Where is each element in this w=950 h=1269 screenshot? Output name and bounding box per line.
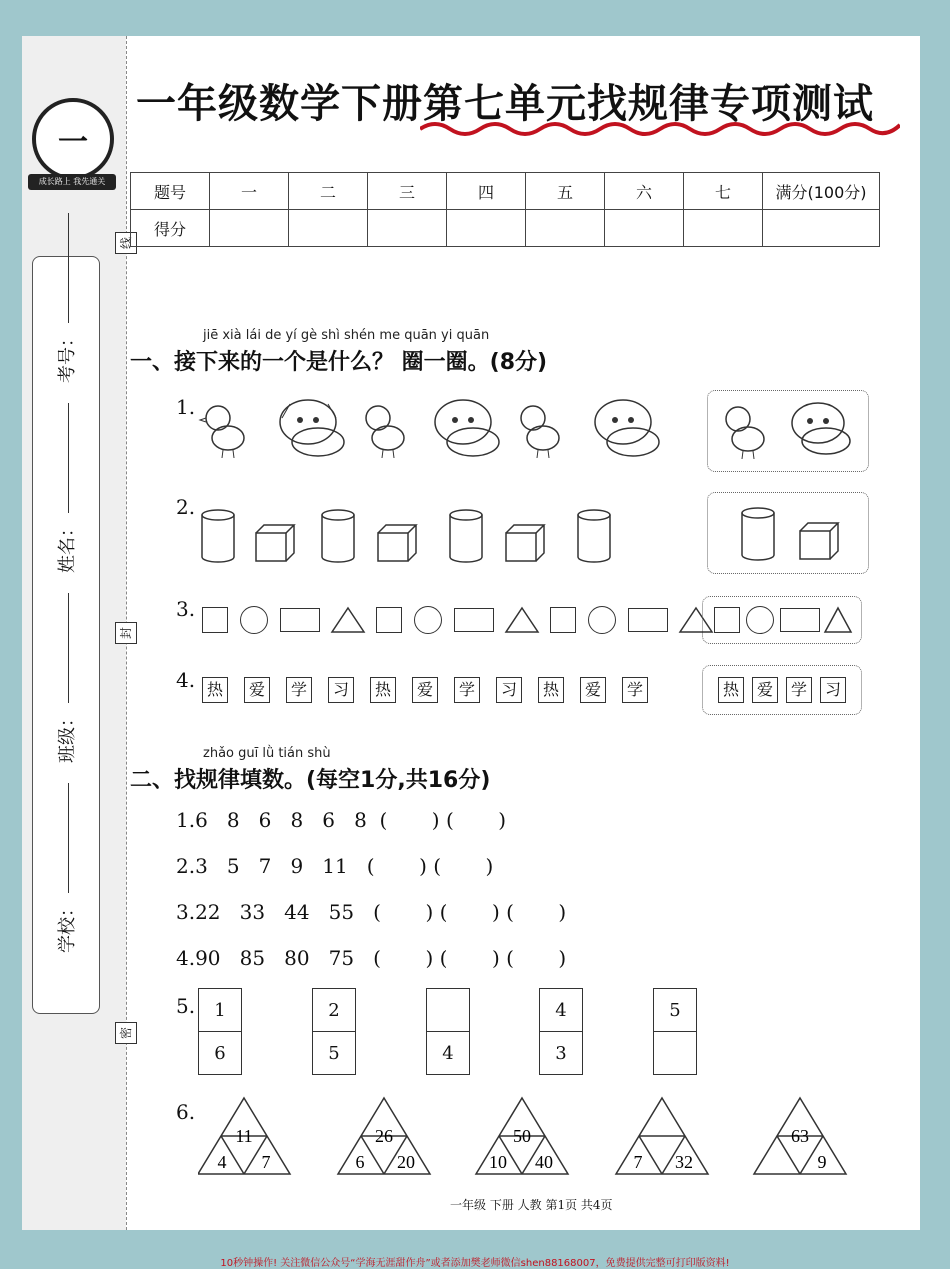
q4-sequence xyxy=(194,677,656,703)
q5-number: 5. xyxy=(176,994,196,1018)
q3-options-box[interactable] xyxy=(702,596,862,644)
char-box: 学 xyxy=(454,677,480,703)
q1-sequence xyxy=(198,390,668,470)
badge-label: 一 xyxy=(58,125,88,160)
seq-question-4[interactable]: 4.90 85 80 75 ( ) ( ) ( ) xyxy=(176,946,567,970)
char-box: 爱 xyxy=(244,677,270,703)
page-title: 一年级数学下册第七单元找规律专项测试 xyxy=(136,81,874,127)
pair-top: 1 xyxy=(214,999,226,1021)
char-option[interactable]: 习 xyxy=(820,677,846,703)
q1-number: 1. xyxy=(176,395,196,419)
char-box: 爱 xyxy=(580,677,606,703)
square-icon[interactable] xyxy=(714,607,740,633)
score-table xyxy=(130,172,880,247)
char-option[interactable]: 学 xyxy=(786,677,812,703)
triangle-left-number: 6 xyxy=(355,1152,365,1172)
pair-bottom: 4 xyxy=(427,1031,469,1074)
score-cell[interactable] xyxy=(368,210,447,247)
triangle-left-number: 10 xyxy=(489,1152,507,1172)
q4-options-box[interactable] xyxy=(702,665,862,715)
q6-number: 6. xyxy=(176,1100,196,1124)
section1-pinyin: jiē xià lái de yí gè shì shén me quān yi quān xyxy=(203,328,490,343)
cut-mark-line: 线 xyxy=(115,232,137,254)
title-underline xyxy=(420,115,900,139)
triangle-top-number: 50 xyxy=(513,1126,531,1146)
q2-options-box[interactable] xyxy=(707,492,869,574)
class-label: 班级： xyxy=(57,709,78,763)
triangle-right-number: 40 xyxy=(535,1152,553,1172)
page-footer: 一年级 下册 人教 第1页 共4页 xyxy=(450,1198,613,1212)
school-label: 学校： xyxy=(57,899,78,953)
seq-question-3[interactable]: 3.22 33 44 55 ( ) ( ) ( ) xyxy=(176,900,567,924)
cube-icon[interactable] xyxy=(800,523,838,559)
cube-icon xyxy=(256,525,294,561)
chick-icon xyxy=(521,406,559,458)
pair-bottom: 6 xyxy=(199,1031,241,1074)
triangle-left-number: 7 xyxy=(633,1152,643,1172)
circle-icon xyxy=(240,606,268,634)
circle-icon xyxy=(588,606,616,634)
school-field[interactable] xyxy=(53,887,79,953)
circle-icon[interactable] xyxy=(746,606,774,634)
rectangle-icon xyxy=(280,608,320,632)
square-icon xyxy=(202,607,228,633)
badge-ribbon: 成长路上 我先通关 xyxy=(28,174,116,190)
char-box: 学 xyxy=(286,677,312,703)
rectangle-icon[interactable] xyxy=(780,608,820,632)
exam-number-field[interactable] xyxy=(53,317,79,383)
rectangle-icon xyxy=(628,608,668,632)
triangle-top-number: 63 xyxy=(791,1126,809,1146)
pair-bottom xyxy=(654,1031,696,1074)
score-cell[interactable] xyxy=(447,210,526,247)
triangle-left-number: 4 xyxy=(217,1152,227,1172)
score-header-cell: 满分(100分) xyxy=(763,173,880,210)
q2-options xyxy=(708,493,868,573)
score-row-label: 得分 xyxy=(131,210,210,247)
pair-top: 2 xyxy=(328,999,340,1021)
q3-sequence xyxy=(196,606,718,634)
circle-icon xyxy=(414,606,442,634)
score-header-cell: 题号 xyxy=(131,173,210,210)
cylinder-icon xyxy=(202,510,234,562)
section1-title: 一、接下来的一个是什么？ 圈一圈。(8分) xyxy=(130,350,548,375)
q2-sequence xyxy=(198,505,618,571)
triangle-puzzle[interactable] xyxy=(616,1098,708,1174)
score-header-cell: 四 xyxy=(447,173,526,210)
student-info-box xyxy=(32,256,100,1014)
score-cell[interactable] xyxy=(684,210,763,247)
bottom-note: 10秒钟操作! 关注微信公众号“学海无涯甜作舟”或者添加樊老师微信shen88168007，免费提供完整可打印版资料! xyxy=(220,1258,730,1269)
score-header-cell: 七 xyxy=(684,173,763,210)
seq-question-2[interactable]: 2.3 5 7 9 11 ( ) ( ) xyxy=(176,854,494,878)
score-header-cell: 二 xyxy=(289,173,368,210)
number-pair[interactable] xyxy=(653,988,697,1075)
char-box: 习 xyxy=(496,677,522,703)
cube-icon xyxy=(378,525,416,561)
number-pair[interactable] xyxy=(312,988,356,1075)
cylinder-icon xyxy=(322,510,354,562)
char-option[interactable]: 爱 xyxy=(752,677,778,703)
dog-icon xyxy=(280,400,344,456)
triangle-right-number: 32 xyxy=(675,1152,693,1172)
pair-top: 4 xyxy=(555,999,567,1021)
score-header-cell: 三 xyxy=(368,173,447,210)
dog-icon xyxy=(435,400,499,456)
score-cell[interactable] xyxy=(210,210,289,247)
cylinder-icon xyxy=(578,510,610,562)
triangle-puzzles xyxy=(198,1094,858,1178)
badge xyxy=(32,98,114,180)
score-header-cell: 五 xyxy=(526,173,605,210)
pair-bottom: 3 xyxy=(540,1031,582,1074)
pair-top xyxy=(427,989,469,1031)
number-pair[interactable] xyxy=(426,988,470,1075)
char-box: 学 xyxy=(622,677,648,703)
pair-top: 5 xyxy=(669,999,681,1021)
score-cell[interactable] xyxy=(289,210,368,247)
char-box: 热 xyxy=(370,677,396,703)
cylinder-icon[interactable] xyxy=(742,508,774,560)
triangle-right-number: 9 xyxy=(817,1152,827,1172)
chick-icon xyxy=(200,406,244,458)
class-field[interactable] xyxy=(53,697,79,763)
score-header-cell: 一 xyxy=(210,173,289,210)
q3-number: 3. xyxy=(176,597,196,621)
q2-number: 2. xyxy=(176,495,196,519)
score-cell[interactable] xyxy=(526,210,605,247)
name-label: 姓名： xyxy=(57,519,78,573)
number-pair[interactable] xyxy=(198,988,242,1075)
section2-title: 二、找规律填数。(每空1分,共16分) xyxy=(130,768,491,793)
char-box: 爱 xyxy=(412,677,438,703)
score-cell[interactable] xyxy=(605,210,684,247)
number-pair[interactable] xyxy=(539,988,583,1075)
side-band xyxy=(22,36,126,1230)
char-box: 热 xyxy=(538,677,564,703)
dog-icon[interactable] xyxy=(792,403,850,454)
name-field[interactable] xyxy=(53,507,79,573)
triangle-top-number: 26 xyxy=(375,1126,393,1146)
score-cell[interactable] xyxy=(763,210,880,247)
cut-mark-seal: 封 xyxy=(115,622,137,644)
chick-icon xyxy=(366,406,404,458)
triangle-icon xyxy=(504,606,540,634)
dog-icon xyxy=(595,400,659,456)
chick-icon[interactable] xyxy=(726,407,764,459)
square-icon xyxy=(550,607,576,633)
pair-bottom: 5 xyxy=(313,1031,355,1074)
triangle-right-number: 7 xyxy=(261,1152,271,1172)
char-option[interactable]: 热 xyxy=(718,677,744,703)
section2-pinyin: zhǎo guī lǜ tián shù xyxy=(203,746,331,761)
square-icon xyxy=(376,607,402,633)
score-header-cell: 六 xyxy=(605,173,684,210)
q4-number: 4. xyxy=(176,668,196,692)
q1-options-box[interactable] xyxy=(707,390,869,472)
seq-question-1[interactable]: 1.6 8 6 8 6 8 ( ) ( ) xyxy=(176,808,507,832)
rectangle-icon xyxy=(454,608,494,632)
triangle-icon[interactable] xyxy=(823,606,853,634)
cylinder-icon xyxy=(450,510,482,562)
triangle-icon xyxy=(330,606,366,634)
exam-number-label: 考号： xyxy=(57,329,78,383)
cube-icon xyxy=(506,525,544,561)
triangle-top-number: 11 xyxy=(235,1126,253,1146)
triangle-right-number: 20 xyxy=(397,1152,415,1172)
cut-mark-secret: 密 xyxy=(115,1022,137,1044)
q1-options xyxy=(708,391,868,471)
char-box: 习 xyxy=(328,677,354,703)
char-box: 热 xyxy=(202,677,228,703)
